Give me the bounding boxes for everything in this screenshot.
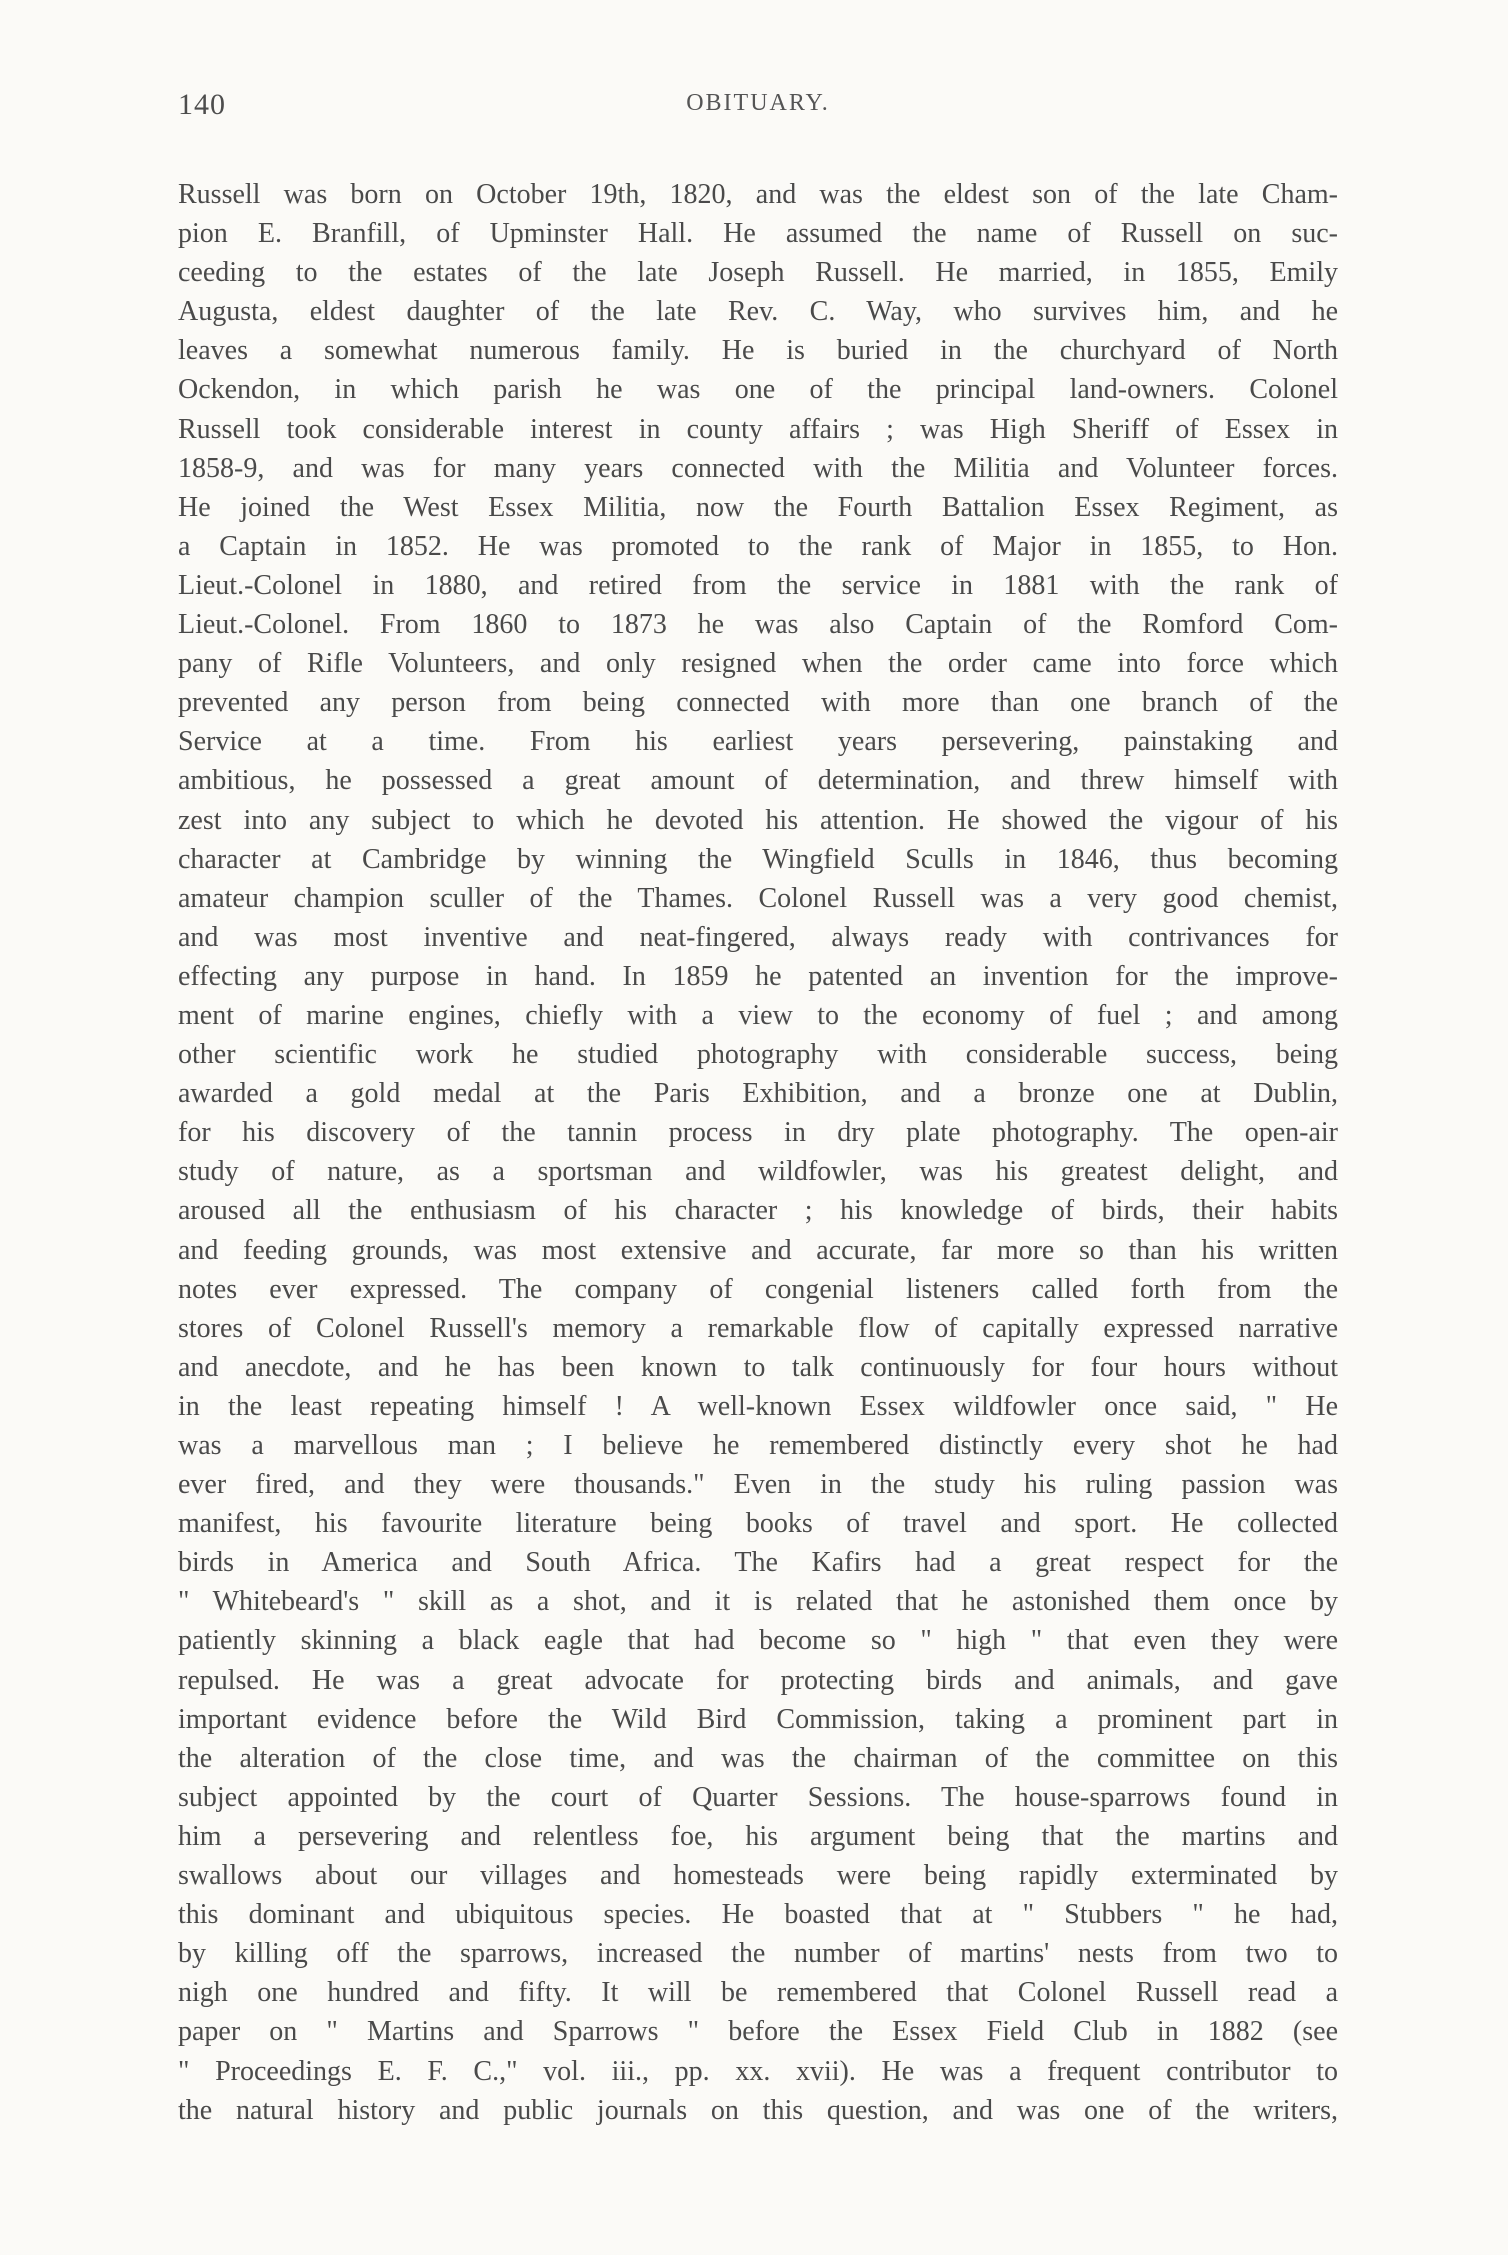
- text-line: [178, 683, 1338, 722]
- text-line: [178, 1778, 1338, 1817]
- text-line: [178, 1661, 1338, 1700]
- text-line-content: nigh one hundred and fifty. It will be remembered that Colonel Russell read a: [178, 1977, 1338, 2009]
- running-head: [178, 88, 1338, 128]
- text-line: [178, 1817, 1338, 1856]
- text-line-content: amateur champion sculler of the Thames. Colonel Russell was a very good chemist,: [178, 882, 1338, 914]
- text-line: [178, 1934, 1338, 1973]
- text-line-content: Lieut.-Colonel. From 1860 to 1873 he was also Captain of the Romford Com-: [178, 609, 1338, 641]
- text-line-content: awarded a gold medal at the Paris Exhibition, and a bronze one at Dublin,: [178, 1078, 1338, 1110]
- text-line-content: ceeding to the estates of the late Joseph Russell. He married, in 1855, Emily: [178, 257, 1338, 289]
- text-line: [178, 840, 1338, 879]
- text-line-content: " Whitebeard's " skill as a shot, and it is related that he astonished them once by: [178, 1586, 1338, 1618]
- text-line: [178, 996, 1338, 1035]
- text-line: [178, 1191, 1338, 1230]
- text-line: [178, 1504, 1338, 1543]
- text-line-content: effecting any purpose in hand. In 1859 he patented an invention for the improve-: [178, 960, 1338, 992]
- text-line: [178, 1231, 1338, 1270]
- text-line-content: ever fired, and they were thousands." Even in the study his ruling passion was: [178, 1469, 1338, 1501]
- text-line-content: the natural history and public journals on this question, and was one of the writers,: [178, 2094, 1338, 2126]
- text-line-content: repulsed. He was a great advocate for protecting birds and animals, and gave: [178, 1664, 1338, 1696]
- text-line: [178, 370, 1338, 409]
- text-line: [178, 605, 1338, 644]
- text-line: [178, 1856, 1338, 1895]
- running-title: OBITUARY.: [686, 90, 830, 116]
- text-line: [178, 1074, 1338, 1113]
- text-line-content: study of nature, as a sportsman and wildfowler, was his greatest delight, and: [178, 1156, 1338, 1188]
- text-line: [178, 1035, 1338, 1074]
- text-line-content: ment of marine engines, chiefly with a view to the economy of fuel ; and among: [178, 999, 1338, 1031]
- text-line: [178, 449, 1338, 488]
- text-line-content: swallows about our villages and homesteads were being rapidly exterminated by: [178, 1860, 1338, 1892]
- page-number: 140: [178, 88, 226, 121]
- text-line-content: Ockendon, in which parish he was one of the principal land-owners. Colonel: [178, 374, 1338, 406]
- text-line: [178, 1543, 1338, 1582]
- text-line-content: important evidence before the Wild Bird Commission, taking a prominent part in: [178, 1703, 1338, 1735]
- text-line: [178, 644, 1338, 683]
- text-line-content: notes ever expressed. The company of congenial listeners called forth from the: [178, 1273, 1338, 1305]
- text-line-content: by killing off the sparrows, increased the number of martins' nests from two to: [178, 1938, 1338, 1970]
- text-line-content: manifest, his favourite literature being books of travel and sport. He collected: [178, 1508, 1338, 1540]
- text-line: [178, 1973, 1338, 2012]
- text-line-content: paper on " Martins and Sparrows " before the Essex Field Club in 1882 (see: [178, 2016, 1338, 2048]
- text-line: [178, 957, 1338, 996]
- text-line: [178, 1895, 1338, 1934]
- text-line-content: the alteration of the close time, and was the chairman of the committee on this: [178, 1742, 1338, 1774]
- text-line: [178, 410, 1338, 449]
- text-line: [178, 761, 1338, 800]
- text-line-content: Lieut.-Colonel in 1880, and retired from the service in 1881 with the rank of: [178, 569, 1338, 601]
- text-line-content: this dominant and ubiquitous species. He boasted that at " Stubbers " he had,: [178, 1899, 1338, 1931]
- text-line-content: was a marvellous man ; I believe he remembered distinctly every shot he had: [178, 1430, 1338, 1461]
- text-line: [178, 2091, 1338, 2130]
- text-line-content: aroused all the enthusiasm of his character ; his knowledge of birds, their habits: [178, 1195, 1338, 1227]
- text-line: [178, 1387, 1338, 1426]
- text-line: [178, 292, 1338, 331]
- text-line-content: for his discovery of the tannin process in dry plate photography. The open-air: [178, 1117, 1338, 1149]
- text-line: [178, 1700, 1338, 1739]
- text-line: [178, 1309, 1338, 1348]
- text-line: [178, 488, 1338, 527]
- text-line-content: pany of Rifle Volunteers, and only resigned when the order came into force which: [178, 648, 1338, 680]
- text-line: [178, 1348, 1338, 1387]
- text-line-content: him a persevering and relentless foe, his argument being that the martins and: [178, 1820, 1338, 1852]
- text-line-content: leaves a somewhat numerous family. He is buried in the churchyard of North: [178, 335, 1338, 367]
- text-line-content: Augusta, eldest daughter of the late Rev. C. Way, who survives him, and he: [178, 296, 1338, 328]
- text-line: [178, 722, 1338, 761]
- text-line-content: Russell took considerable interest in county affairs ; was High Sheriff of Essex in: [178, 413, 1338, 445]
- text-line: [178, 1152, 1338, 1191]
- text-line: [178, 2012, 1338, 2051]
- text-line: [178, 566, 1338, 605]
- text-line-content: patiently skinning a black eagle that had become so " high " that even they were: [178, 1625, 1338, 1657]
- text-line: [178, 527, 1338, 566]
- text-line-content: He joined the West Essex Militia, now the Fourth Battalion Essex Regiment, as: [178, 491, 1338, 523]
- text-line-content: " Proceedings E. F. C.," vol. iii., pp. xx. xvii). He was a frequent contributor to: [178, 2055, 1338, 2087]
- text-line-content: birds in America and South Africa. The Kafirs had a great respect for the: [178, 1547, 1338, 1579]
- text-line-content: character at Cambridge by winning the Wingfield Sculls in 1846, thus becoming: [178, 843, 1338, 875]
- text-line-content: stores of Colonel Russell's memory a remarkable flow of capitally expressed narrative: [178, 1312, 1338, 1344]
- text-line-content: and anecdote, and he has been known to talk continuously for four hours without: [178, 1351, 1338, 1383]
- text-line: [178, 2052, 1338, 2091]
- text-line-content: a Captain in 1852. He was promoted to the rank of Major in 1855, to Hon.: [178, 530, 1338, 562]
- text-line: [178, 175, 1338, 214]
- text-line: [178, 1621, 1338, 1660]
- text-line-content: pion E. Branfill, of Upminster Hall. He assumed the name of Russell on suc-: [178, 218, 1338, 250]
- text-line-content: 1858-9, and was for many years connected with the Militia and Volunteer forces.: [178, 452, 1338, 484]
- text-line: [178, 879, 1338, 918]
- text-line: [178, 1426, 1338, 1465]
- text-line-content: Russell was born on October 19th, 1820, and was the eldest son of the late Cham-: [178, 179, 1338, 210]
- text-line: [178, 1113, 1338, 1152]
- text-line: [178, 1739, 1338, 1778]
- text-line: [178, 253, 1338, 292]
- text-line: [178, 918, 1338, 957]
- text-line-content: and was most inventive and neat-fingered, always ready with contrivances for: [178, 921, 1338, 953]
- text-line-content: Service at a time. From his earliest years persevering, painstaking and: [178, 726, 1338, 758]
- text-line-content: other scientific work he studied photography with considerable success, being: [178, 1039, 1338, 1071]
- text-line: [178, 214, 1338, 253]
- text-line-content: ambitious, he possessed a great amount of determination, and threw himself with: [178, 765, 1338, 797]
- text-line-content: in the least repeating himself ! A well-known Essex wildfowler once said, " He: [178, 1390, 1338, 1422]
- text-line: [178, 1582, 1338, 1621]
- text-line-content: zest into any subject to which he devoted his attention. He showed the vigour of his: [178, 804, 1338, 836]
- text-line-content: subject appointed by the court of Quarter Sessions. The house-sparrows found in: [178, 1781, 1338, 1813]
- obituary-body-text: [178, 175, 1338, 2130]
- text-line-content: and feeding grounds, was most extensive and accurate, far more so than his written: [178, 1234, 1338, 1266]
- text-line-content: prevented any person from being connected with more than one branch of the: [178, 687, 1338, 719]
- text-line: [178, 1270, 1338, 1309]
- text-line: [178, 1465, 1338, 1504]
- text-line: [178, 331, 1338, 370]
- text-line: [178, 801, 1338, 840]
